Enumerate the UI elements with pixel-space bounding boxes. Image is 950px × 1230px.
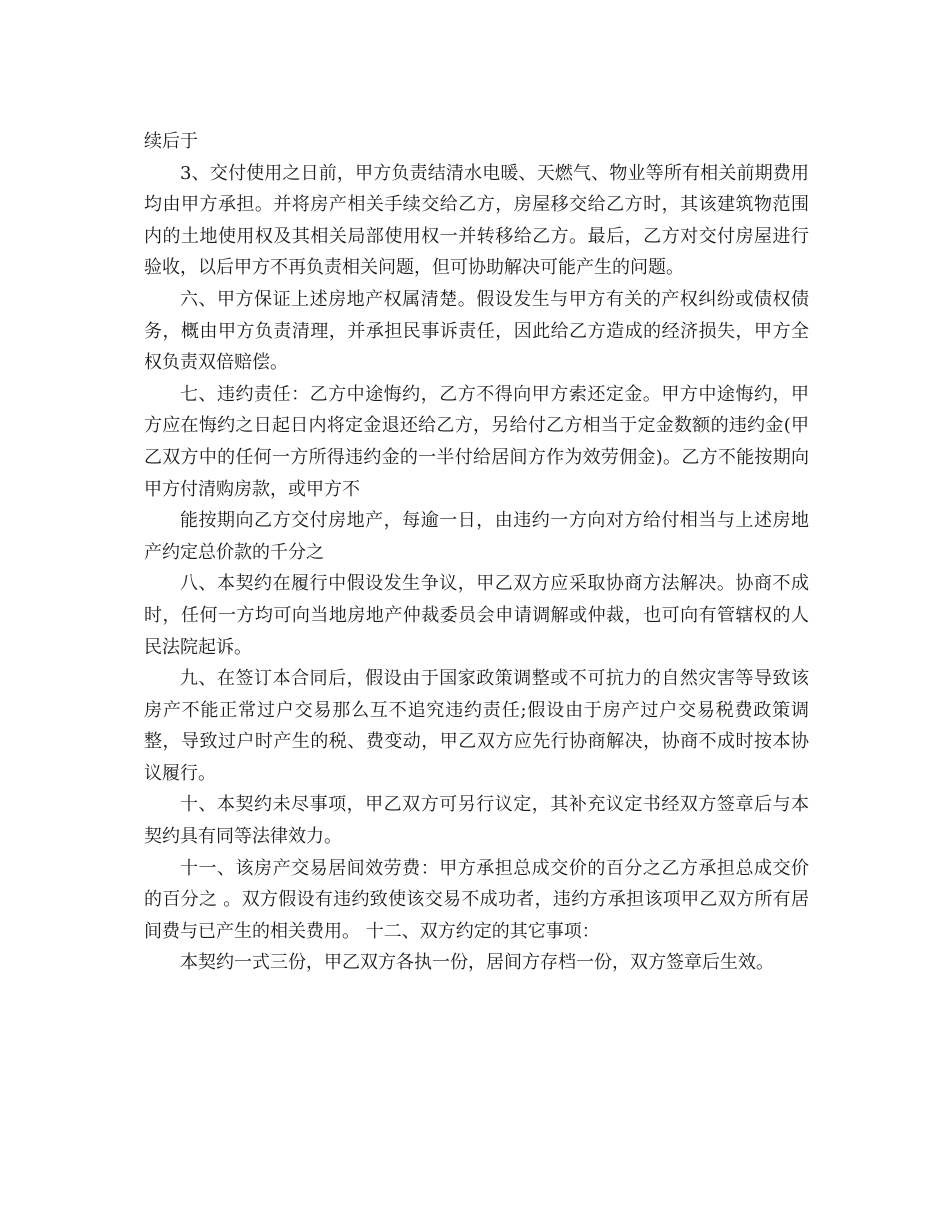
paragraph-clause-8: 八、本契约在履行中假设发生争议，甲乙双方应采取协商方法解决。协商不成时，任何一方均可向当地房地产仲裁委员会申请调解或仲裁，也可向有管辖权的人民法院起诉。 [144,573,809,658]
paragraph-clause-11-12: 十一、该房产交易居间效劳费：甲方承担总成交价的百分之乙方承担总成交价的百分之 。双方假设有违约致使该交易不成功者，违约方承担该项甲乙双方所有居间费与已产生的相关费用。 十二、双方约定的其它事项： [144,857,809,942]
paragraph-continuation: 续后于 [144,131,198,152]
document-body [144,126,809,979]
paragraph-clause-7-continued: 能按期向乙方交付房地产，每逾一日，由违约一方向对方给付相当与上述房地产约定总价款的千分之 [144,510,809,563]
paragraph-clause-3: 3、交付使用之日前，甲方负责结清水电暖、天燃气、物业等所有相关前期费用均由甲方承担。并将房产相关手续交给乙方，房屋移交给乙方时，其该建筑物范围内的土地使用权及其相关局部使用权一并转移给乙方。最后，乙方对交付房屋进行验收，以后甲方不再负责相关问题，但可协助解决可能产生的问题。 [144,162,809,279]
paragraph-copies: 本契约一式三份，甲乙双方各执一份，居间方存档一份，双方签章后生效。 [180,952,774,974]
paragraph-clause-6: 六、甲方保证上述房地产权属清楚。假设发生与甲方有关的产权纠纷或债权债务，概由甲方负责清理，并承担民事诉责任，因此给乙方造成的经济损失，甲方全权负责双倍赔偿。 [144,288,809,374]
paragraph-clause-9: 九、在签订本合同后，假设由于国家政策调整或不可抗力的自然灾害等导致该房产不能正常过户交易那么互不追究违约责任;假设由于房产过户交易税费政策调整，导致过户时产生的税、费变动，甲乙双方应先行协商解决，协商不成时按本协议履行。 [144,668,809,784]
paragraph-clause-10: 十、本契约未尽事项，甲乙双方可另行议定，其补充议定书经双方签章后与本契约具有同等法律效力。 [144,794,809,848]
paragraph-clause-7: 七、违约责任：乙方中途悔约，乙方不得向甲方索还定金。甲方中途悔约，甲方应在悔约之日起日内将定金退还给乙方，另给付乙方相当于定金数额的违约金(甲乙双方中的任何一方所得违约金的一半付给居间方作为效劳佣金)。乙方不能按期向甲方付清购房款，或甲方不 [144,383,809,500]
